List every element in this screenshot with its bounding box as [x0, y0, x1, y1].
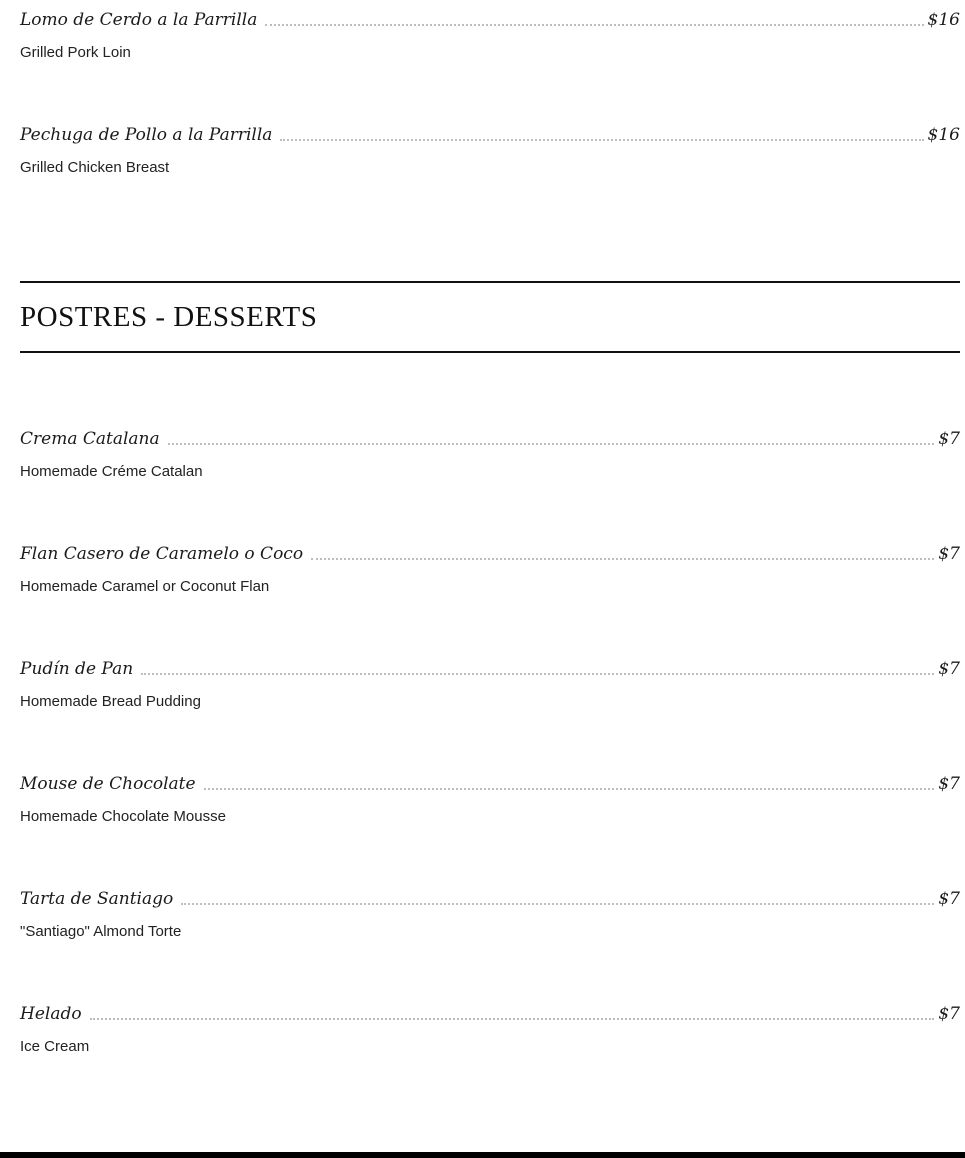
item-row	[20, 655, 960, 679]
section-title: POSTRES - DESSERTS	[20, 301, 318, 333]
dot-leader	[181, 902, 934, 905]
item-name: Tarta de Santiago	[20, 889, 174, 909]
item-price: $7	[938, 1004, 960, 1024]
item-name: Lomo de Cerdo a la Parrilla	[20, 10, 258, 30]
item-price: $16	[927, 125, 960, 145]
item-row	[20, 1000, 960, 1024]
item-name: Pechuga de Pollo a la Parrilla	[20, 125, 273, 145]
menu-item-crema-catalana	[20, 425, 960, 495]
item-row	[20, 885, 960, 909]
item-price: $7	[938, 889, 960, 909]
menu-item-pechuga-de-pollo	[20, 121, 960, 191]
dot-leader	[265, 23, 923, 26]
item-description: Homemade Chocolate Mousse	[20, 808, 226, 825]
dot-leader	[204, 787, 935, 790]
menu-item-helado	[20, 1000, 960, 1070]
item-row	[20, 6, 960, 30]
menu-item-pudin-de-pan	[20, 655, 960, 725]
item-row	[20, 540, 960, 564]
item-price: $16	[927, 10, 960, 30]
item-name: Mouse de Chocolate	[20, 774, 196, 794]
item-price: $7	[938, 544, 960, 564]
item-row	[20, 770, 960, 794]
item-name: Crema Catalana	[20, 429, 160, 449]
menu-item-mouse-de-chocolate	[20, 770, 960, 840]
item-description: Homemade Caramel or Coconut Flan	[20, 578, 270, 595]
item-name: Flan Casero de Caramelo o Coco	[20, 544, 304, 564]
item-row	[20, 425, 960, 449]
item-description: Ice Cream	[20, 1038, 90, 1055]
item-description: "Santiago" Almond Torte	[20, 923, 182, 940]
item-description: Grilled Chicken Breast	[20, 159, 170, 176]
item-description: Grilled Pork Loin	[20, 44, 131, 61]
footer-bar	[0, 1152, 965, 1158]
item-name: Helado	[20, 1004, 82, 1024]
dot-leader	[311, 557, 934, 560]
item-description: Homemade Bread Pudding	[20, 693, 201, 710]
menu-item-flan-casero	[20, 540, 960, 610]
menu-item-tarta-de-santiago	[20, 885, 960, 955]
menu-item-lomo-de-cerdo	[20, 6, 960, 76]
dot-leader	[280, 138, 923, 141]
section-header-desserts	[20, 281, 960, 353]
item-price: $7	[938, 774, 960, 794]
dot-leader	[168, 442, 935, 445]
item-description: Homemade Créme Catalan	[20, 463, 203, 480]
dot-leader	[90, 1017, 935, 1020]
item-name: Pudín de Pan	[20, 659, 134, 679]
dot-leader	[141, 672, 934, 675]
item-price: $7	[938, 659, 960, 679]
item-row	[20, 121, 960, 145]
item-price: $7	[938, 429, 960, 449]
